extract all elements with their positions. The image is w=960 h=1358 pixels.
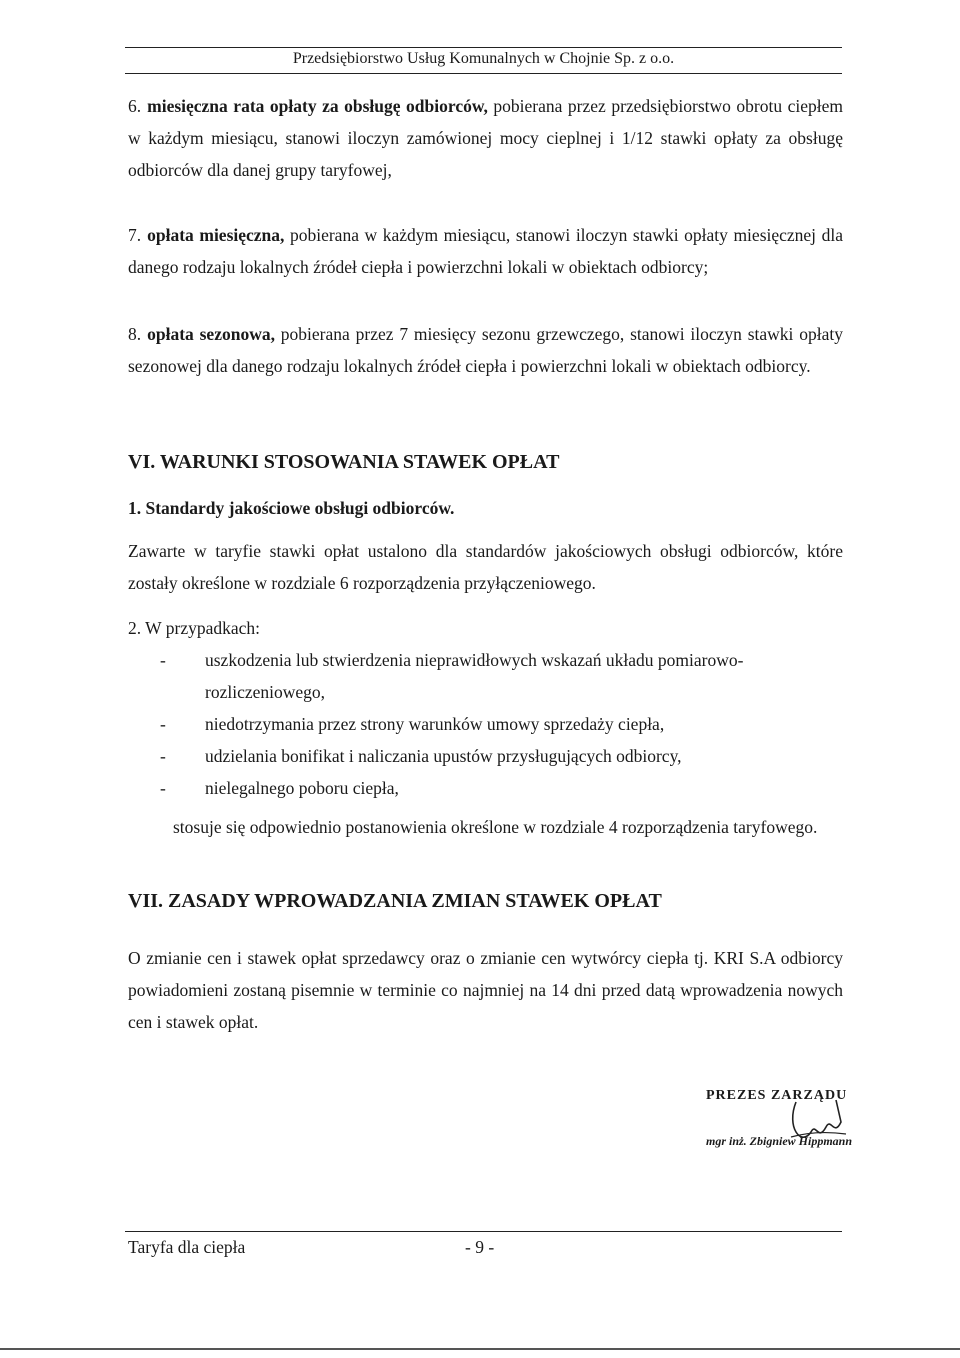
item-7 [128, 219, 843, 283]
list-dash: - [160, 714, 166, 734]
list-item-text: niedotrzymania przez strony warunków umowy sprzedaży ciepła, [205, 714, 665, 734]
item-6-number: 6. [128, 96, 142, 116]
list-dash: - [160, 746, 166, 766]
section-6-subtitle-2: 2. W przypadkach: [128, 618, 261, 638]
page-number: - 9 - [465, 1237, 495, 1257]
list-item [160, 644, 843, 708]
stamp-name: mgr inż. Zbigniew Hippmann [706, 1134, 853, 1148]
list-item [160, 772, 843, 804]
list-dash: - [160, 778, 166, 798]
list-conclusion: stosuje się odpowiednio postanowienia określone w rozdziale 4 rozporządzenia taryfowego. [173, 817, 818, 837]
item-7-number: 7. [128, 225, 142, 245]
section-6-title: VI. WARUNKI STOSOWANIA STAWEK OPŁAT [128, 451, 560, 473]
item-6 [128, 90, 843, 186]
cases-list [160, 644, 843, 804]
scan-edge-line [0, 1348, 960, 1350]
list-item-text: udzielania bonifikat i naliczania upustów przysługujących odbiorcy, [205, 746, 682, 766]
item-8 [128, 318, 843, 382]
section-6-subtitle-1: 1. Standardy jakościowe obsługi odbiorców. [128, 498, 455, 518]
item-6-text: pobierana przez przedsiębiorstwo obrotu ciepłem w każdym miesiącu, stanowi iloczyn zamówionej mocy cieplnej i 1/12 stawki opłaty za obsługę odbiorców dla danej grupy taryfowej, [128, 96, 843, 180]
section-7-title: VII. ZASADY WPROWADZANIA ZMIAN STAWEK OPŁAT [128, 890, 662, 912]
footer-rule [125, 1231, 842, 1232]
item-8-number: 8. [128, 324, 142, 344]
stamp-title: PREZES ZARZĄDU [706, 1088, 848, 1103]
header-company: Przedsiębiorstwo Usług Komunalnych w Chojnie Sp. z o.o. [292, 50, 675, 67]
footer-title: Taryfa dla ciepła [128, 1237, 246, 1257]
header-rule-bottom [125, 73, 842, 74]
list-item [160, 708, 843, 740]
header-rule-top [125, 47, 842, 48]
list-item [160, 740, 843, 772]
list-dash: - [160, 650, 166, 670]
list-item-text: uszkodzenia lub stwierdzenia nieprawidłowych wskazań układu pomiarowo-rozliczeniowego, [205, 650, 744, 702]
item-8-term: opłata sezonowa, [147, 324, 275, 344]
item-6-term: miesięczna rata opłaty za obsługę odbiorców, [147, 96, 488, 116]
signature-stamp [706, 1082, 906, 1162]
item-7-term: opłata miesięczna, [147, 225, 285, 245]
list-item-text: nielegalnego poboru ciepła, [205, 778, 399, 798]
item-7-text: pobierana w każdym miesiącu, stanowi iloczyn stawki opłaty miesięcznej dla danego rodzaju lokalnych źródeł ciepła i powierzchni lokali w obiektach odbiorcy; [128, 225, 843, 277]
section-7-paragraph: O zmianie cen i stawek opłat sprzedawcy oraz o zmianie cen wytwórcy ciepła tj. KRI S.A odbiorcy powiadomieni zostaną pisemnie w terminie co najmniej na 14 dni przed datą wprowadzenia nowych cen i stawek opłat. [128, 948, 843, 1032]
item-8-text: pobierana przez 7 miesięcy sezonu grzewczego, stanowi iloczyn stawki opłaty sezonowej dla danego rodzaju lokalnych źródeł ciepła i powierzchni lokali w obiektach odbiorcy. [128, 324, 843, 376]
handwritten-signature [706, 1082, 906, 1162]
section-6-paragraph: Zawarte w taryfie stawki opłat ustalono dla standardów jakościowych obsługi odbiorców, które zostały określone w rozdziale 6 rozporządzenia przyłączeniowego. [128, 541, 843, 593]
